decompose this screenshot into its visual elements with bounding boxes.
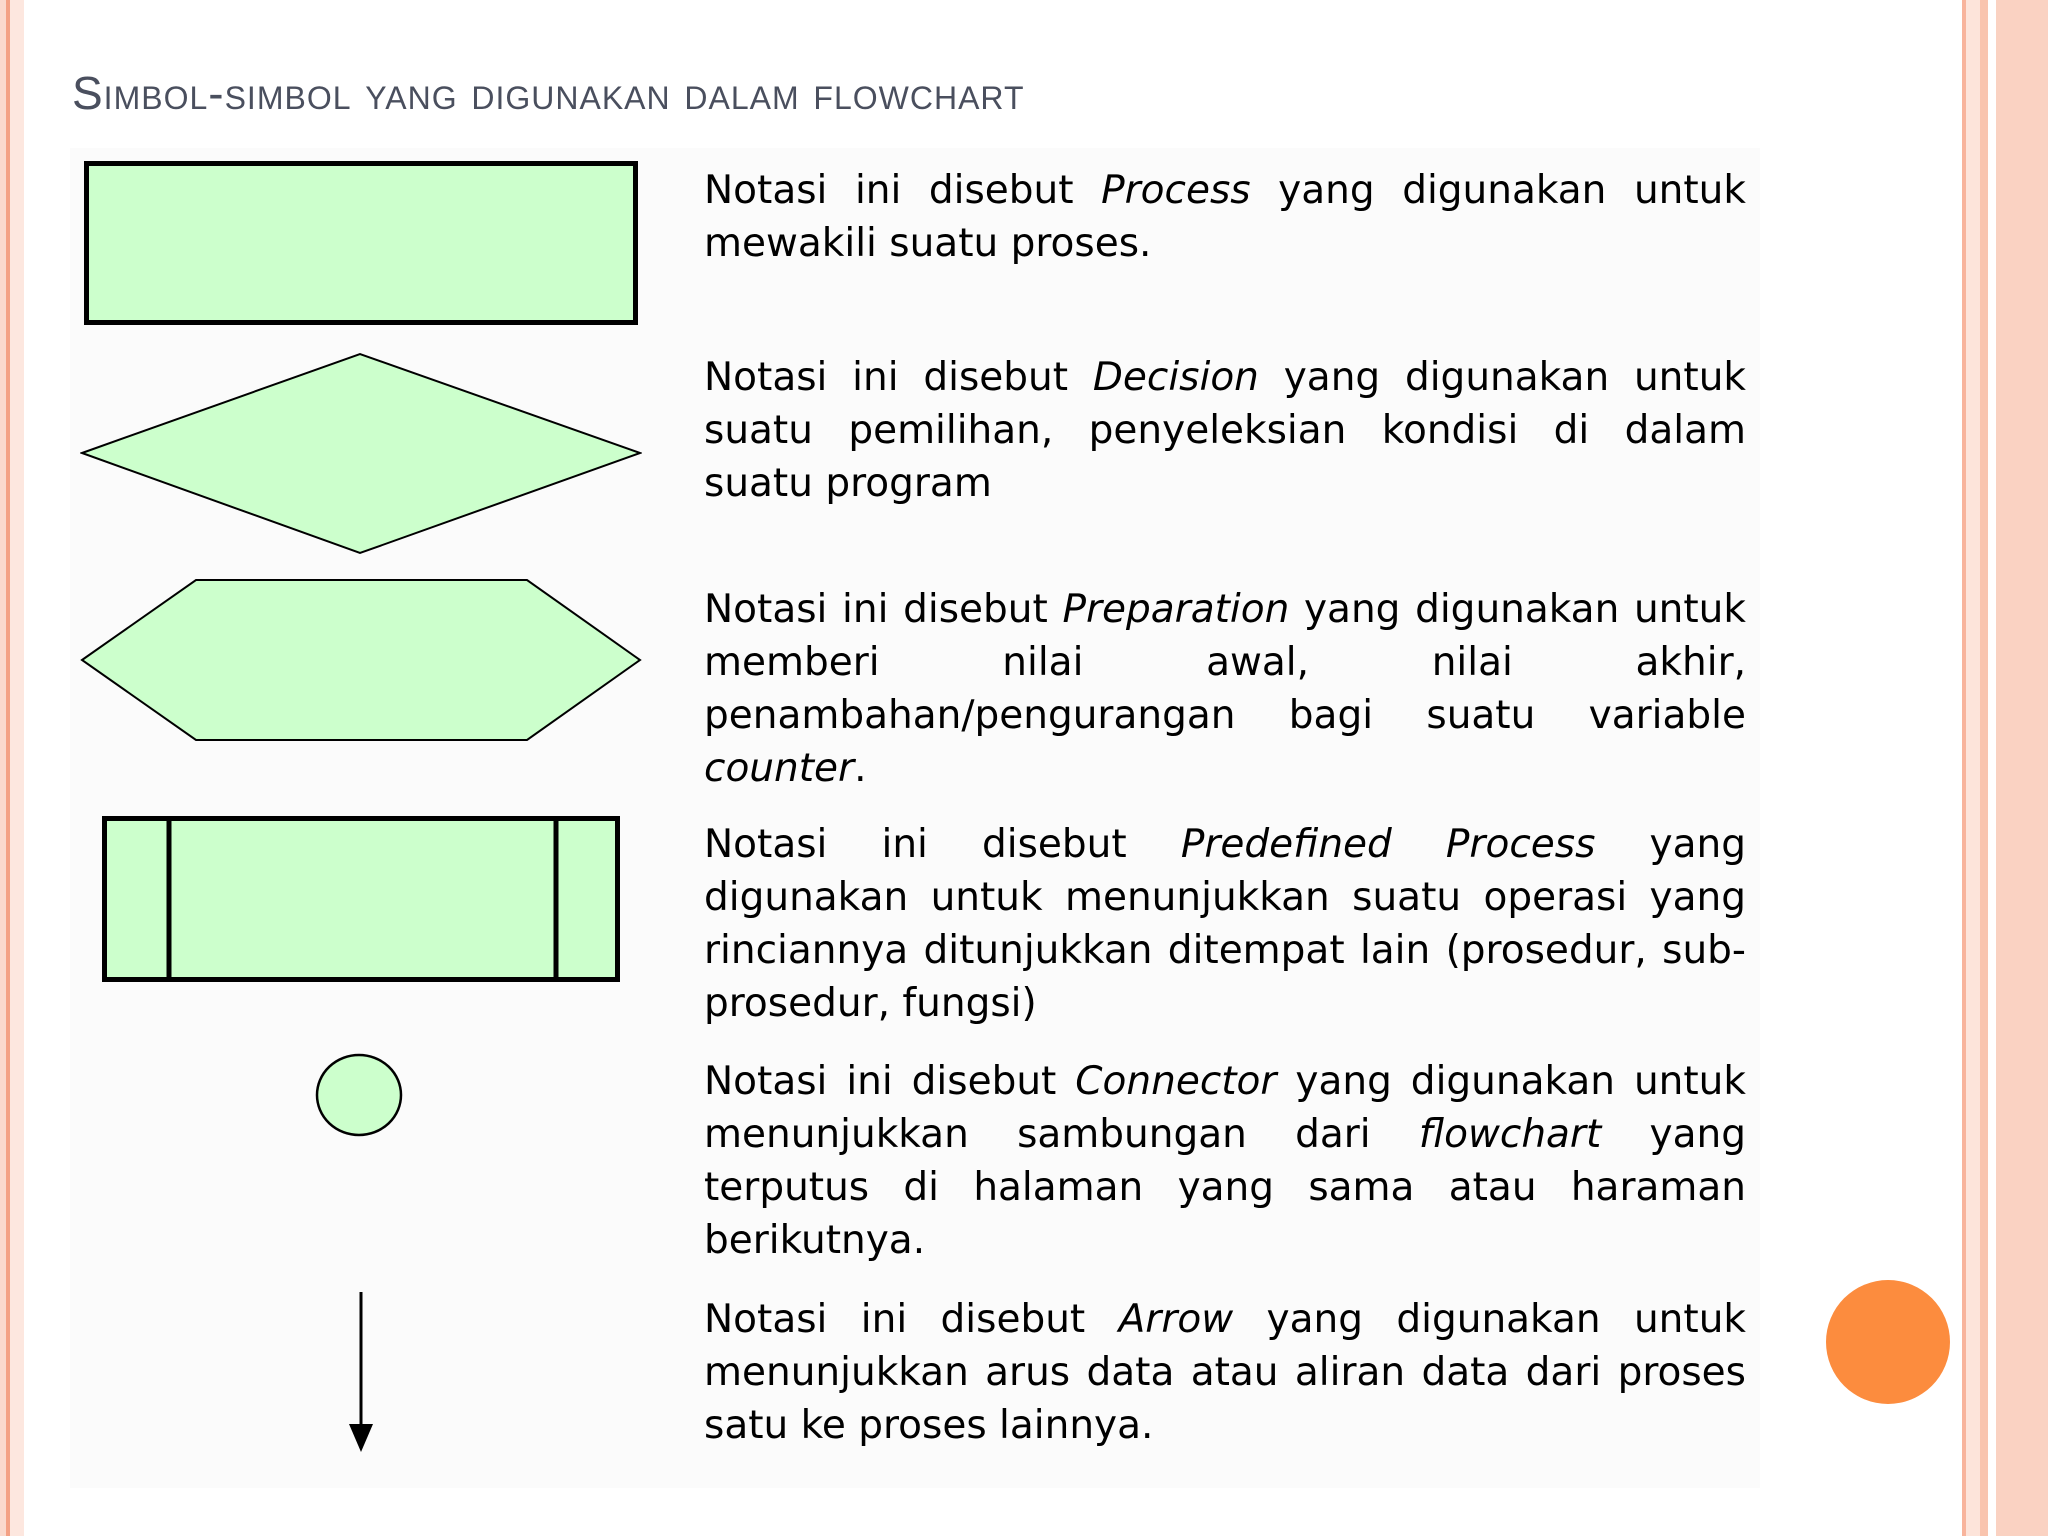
symbol-description-process: Notasi ini disebut Process yang digunakan untuk mewakili suatu proses. xyxy=(704,168,1746,266)
process-rectangle-icon xyxy=(84,161,638,325)
symbol-description-predefined-process: Notasi ini disebut Predefined Process yang digunakan untuk menunjukkan suatu operasi yang rinciannya ditunjukkan ditempat lain (prosedur, sub-prosedur, fungsi) xyxy=(704,822,1746,1026)
symbol-description-arrow: Notasi ini disebut Arrow yang digunakan untuk menunjukkan arus data atau aliran data dari proses satu ke proses lainnya. xyxy=(704,1297,1746,1448)
keyword-connector: Connector xyxy=(1075,1059,1277,1104)
keyword-preparation: Preparation xyxy=(1062,587,1290,632)
keyword-predefined-process: Predefined Process xyxy=(1180,822,1596,867)
decision-diamond-icon xyxy=(80,352,642,556)
slide-right-border xyxy=(1958,0,2048,1536)
arrow-down-icon xyxy=(344,1290,380,1454)
predefined-process-icon xyxy=(102,816,620,982)
keyword-flowchart: flowchart xyxy=(1418,1112,1602,1157)
symbol-description-connector: Notasi ini disebut Connector yang digunakan untuk menunjukkan sambungan dari flowchart yang terputus di halaman yang sama atau haraman berikutnya. xyxy=(704,1059,1746,1263)
keyword-process: Process xyxy=(1101,168,1251,213)
slide-title: Simbol-simbol yang digunakan dalam flowchart xyxy=(72,67,1025,119)
keyword-arrow: Arrow xyxy=(1118,1297,1234,1342)
connector-circle-icon xyxy=(314,1052,404,1138)
symbol-description-decision: Notasi ini disebut Decision yang digunakan untuk suatu pemilihan, penyeleksian kondisi di dalam suatu program xyxy=(704,355,1746,506)
slide-left-border xyxy=(0,0,24,1536)
keyword-decision: Decision xyxy=(1092,355,1259,400)
symbol-description-preparation: Notasi ini disebut Preparation yang digunakan untuk memberi nilai awal, nilai akhir, penambahan/pengurangan bagi suatu variable counter. xyxy=(704,587,1746,791)
keyword-counter: counter xyxy=(704,746,855,791)
preparation-hexagon-icon xyxy=(80,578,642,742)
accent-circle xyxy=(1826,1280,1950,1404)
